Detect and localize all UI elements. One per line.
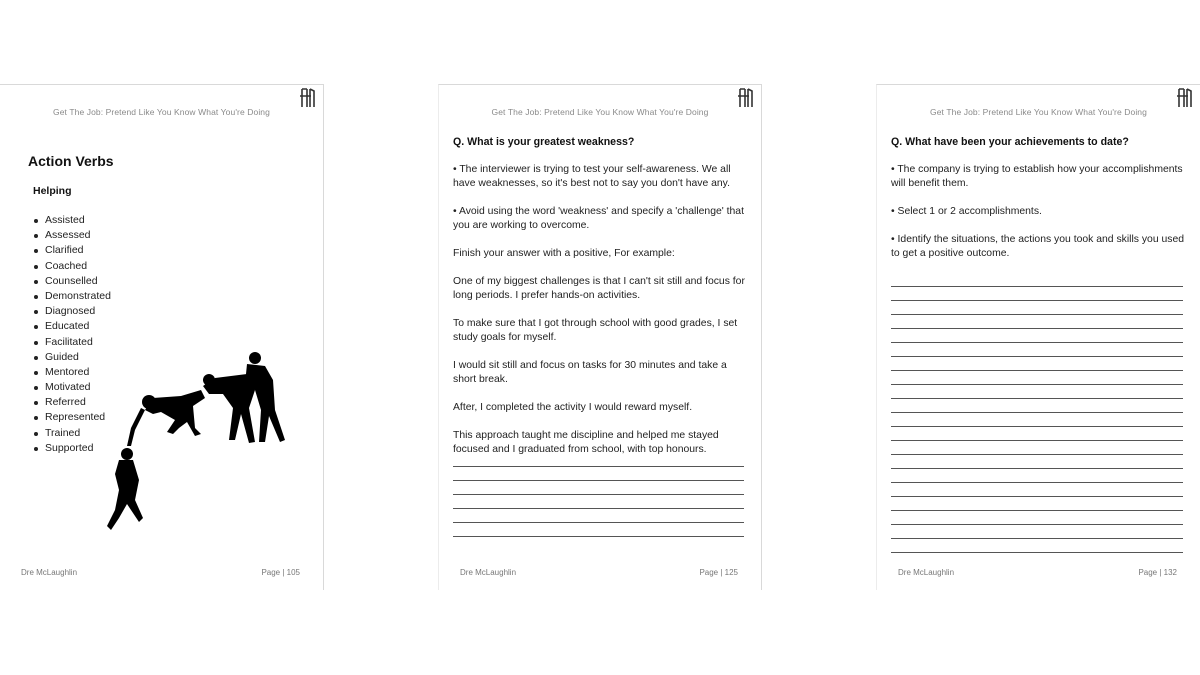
question-heading: Q. What have been your achievements to date? <box>891 136 1129 148</box>
list-item: Referred <box>33 395 111 410</box>
footer-page-number: Page | 132 <box>1138 568 1177 577</box>
running-header: Get The Job: Pretend Like You Know What You're Doing <box>491 107 709 117</box>
paragraph: To make sure that I got through school with good grades, I set study goals for myself. <box>453 318 738 343</box>
footer-author: Dre McLaughlin <box>21 568 78 577</box>
paragraph: One of my biggest challenges is that I can't sit still and focus for long periods. I prefer hands-on activities. <box>453 276 745 301</box>
list-item: Facilitated <box>33 335 111 350</box>
footer-author: Dre McLaughlin <box>460 568 517 577</box>
list-item: Educated <box>33 319 111 334</box>
writing-lines <box>891 273 1183 553</box>
verb-list <box>33 213 111 456</box>
running-header: Get The Job: Pretend Like You Know What You're Doing <box>930 107 1147 117</box>
list-item: Coached <box>33 259 111 274</box>
footer-page-number: Page | 105 <box>261 568 300 577</box>
list-item: Assessed <box>33 228 111 243</box>
page-body <box>891 135 1186 275</box>
running-header: Get The Job: Pretend Like You Know What You're Doing <box>53 107 270 117</box>
paragraph: • Select 1 or 2 accomplishments. <box>891 206 1042 217</box>
writing-lines <box>453 453 744 537</box>
page-title: Action Verbs <box>28 153 114 169</box>
paragraph: • Avoid using the word 'weakness' and specify a 'challenge' that you are working to overcome. <box>453 206 744 231</box>
paragraph: After, I completed the activity I would reward myself. <box>453 402 693 413</box>
paragraph: Finish your answer with a positive, For example: <box>453 248 675 259</box>
list-item: Motivated <box>33 380 111 395</box>
list-item: Diagnosed <box>33 304 111 319</box>
list-item: Mentored <box>33 365 111 380</box>
list-item: Supported <box>33 441 111 456</box>
list-item: Counselled <box>33 274 111 289</box>
book-logo-icon <box>737 87 755 109</box>
page-weakness <box>438 84 762 590</box>
page-achievements <box>876 84 1200 590</box>
list-item: Clarified <box>33 243 111 258</box>
book-logo-icon <box>1176 87 1194 109</box>
list-item: Represented <box>33 410 111 425</box>
book-logo-icon <box>299 87 317 109</box>
paragraph: • Identify the situations, the actions you took and skills you used to get a positive outcome. <box>891 234 1185 259</box>
list-item: Trained <box>33 426 111 441</box>
paragraph: • The company is trying to establish how your accomplishments will benefit them. <box>891 164 1183 189</box>
list-item: Assisted <box>33 213 111 228</box>
climbing-people-silhouette <box>105 350 295 545</box>
page-action-verbs <box>0 84 324 590</box>
section-heading: Helping <box>33 185 72 197</box>
list-item: Guided <box>33 350 111 365</box>
paragraph: I would sit still and focus on tasks for 30 minutes and take a short break. <box>453 360 727 385</box>
page-body <box>453 135 747 457</box>
footer-page-number: Page | 125 <box>699 568 738 577</box>
paragraph: • The interviewer is trying to test your self-awareness. We all have weaknesses, so it's best not to say you don't have any. <box>453 164 731 189</box>
question-heading: Q. What is your greatest weakness? <box>453 136 635 148</box>
footer-author: Dre McLaughlin <box>898 568 955 577</box>
paragraph: This approach taught me discipline and helped me stayed focused and I graduated from school, with top honours. <box>453 430 719 455</box>
list-item: Demonstrated <box>33 289 111 304</box>
